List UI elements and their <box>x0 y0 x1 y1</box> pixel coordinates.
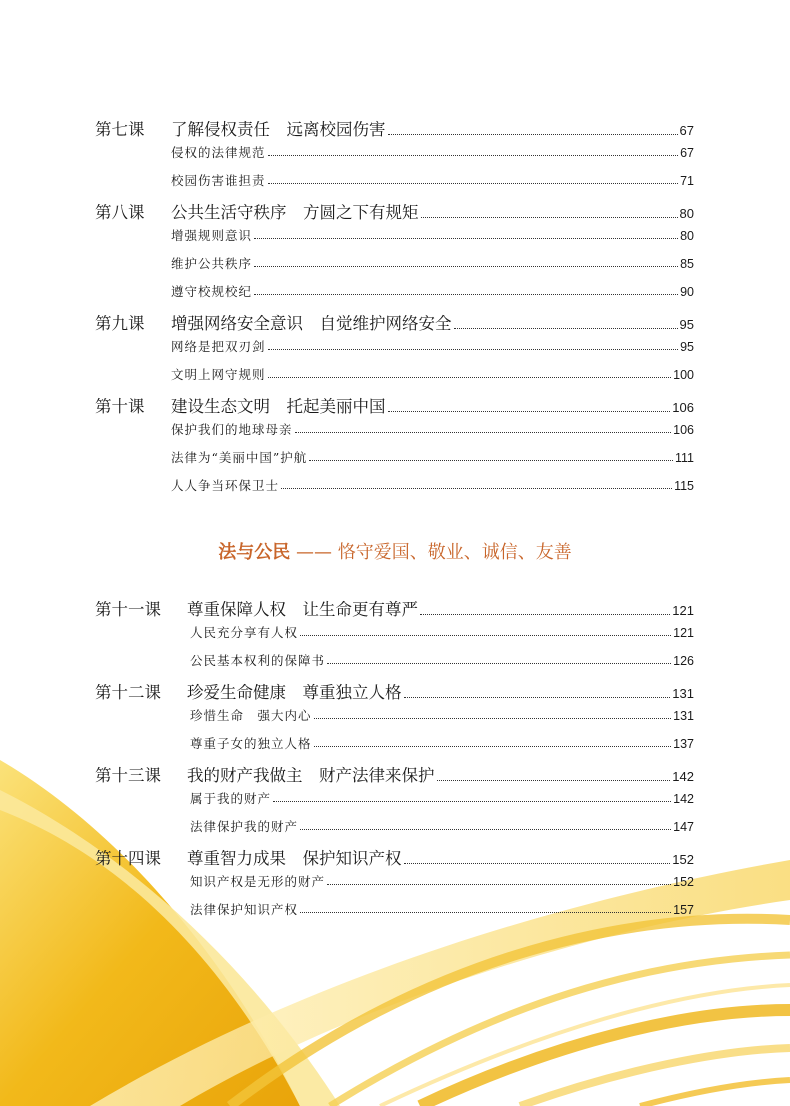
page-number: 142 <box>672 769 694 784</box>
page-number: 106 <box>673 423 694 437</box>
toc-lesson-entry[interactable] <box>95 845 694 869</box>
toc-sub-entry[interactable] <box>190 706 694 724</box>
toc-lesson-entry[interactable] <box>95 116 694 140</box>
sub-title: 保护我们的地球母亲 <box>171 422 293 437</box>
page-number: 121 <box>672 603 694 618</box>
sub-title: 人民充分享有人权 <box>190 625 299 640</box>
page-number: 95 <box>680 340 694 354</box>
leader-dots <box>454 327 678 329</box>
toc-sub-entry[interactable] <box>190 651 694 669</box>
lesson-title: 尊重保障人权 让生命更有尊严 <box>187 600 418 619</box>
toc-sub-entry[interactable] <box>190 734 694 752</box>
page-number: 152 <box>672 852 694 867</box>
toc-sub-entry[interactable] <box>171 282 694 300</box>
leader-dots <box>327 883 671 885</box>
toc-sub-entry[interactable] <box>171 171 694 189</box>
toc-lesson-entry[interactable] <box>95 679 694 703</box>
sub-title: 知识产权是无形的财产 <box>190 874 326 889</box>
sub-title: 遵守校规校纪 <box>171 284 253 299</box>
lesson-number: 第十课 <box>95 397 145 416</box>
leader-dots <box>327 662 671 664</box>
sub-title: 尊重子女的独立人格 <box>190 736 312 751</box>
section-heading <box>0 538 790 564</box>
sub-title: 维护公共秩序 <box>171 256 253 271</box>
leader-dots <box>273 800 671 802</box>
lesson-number: 第十二课 <box>95 683 161 702</box>
toc-lesson-entry[interactable] <box>95 762 694 786</box>
page-number: 157 <box>673 903 694 917</box>
leader-dots <box>309 459 673 461</box>
leader-dots <box>421 216 678 218</box>
page-number: 90 <box>680 285 694 299</box>
leader-dots <box>404 862 671 864</box>
toc-sub-entry[interactable] <box>171 143 694 161</box>
toc-sub-entry[interactable] <box>190 623 694 641</box>
sub-title: 公民基本权利的保障书 <box>190 653 326 668</box>
lesson-title: 了解侵权责任 远离校园伤害 <box>171 120 386 139</box>
leader-dots <box>281 487 672 489</box>
sub-title: 网络是把双刃剑 <box>171 339 266 354</box>
leader-dots <box>295 431 672 433</box>
leader-dots <box>268 182 679 184</box>
page-number: 131 <box>673 709 694 723</box>
leader-dots <box>268 376 672 378</box>
section-dash: —— <box>296 542 332 563</box>
lesson-number: 第七课 <box>95 120 145 139</box>
lesson-number: 第九课 <box>95 314 145 333</box>
leader-dots <box>254 265 678 267</box>
lesson-title: 公共生活守秩序 方圆之下有规矩 <box>171 203 419 222</box>
leader-dots <box>388 410 671 412</box>
page-number: 95 <box>679 317 694 332</box>
toc-lesson-entry[interactable] <box>95 310 694 334</box>
page-number: 85 <box>680 257 694 271</box>
section-title: 法与公民 <box>218 542 291 563</box>
toc-sub-entry[interactable] <box>171 448 694 466</box>
section-subtitle: 恪守爱国、敬业、诚信、友善 <box>337 542 572 563</box>
toc-sub-entry[interactable] <box>171 476 694 494</box>
page-number: 100 <box>673 368 694 382</box>
toc-sub-entry[interactable] <box>190 789 694 807</box>
toc-sub-entry[interactable] <box>190 817 694 835</box>
leader-dots <box>268 348 679 350</box>
leader-dots <box>268 154 679 156</box>
lesson-title: 珍爱生命健康 尊重独立人格 <box>187 683 402 702</box>
leader-dots <box>314 717 672 719</box>
leader-dots <box>300 911 671 913</box>
lesson-title: 尊重智力成果 保护知识产权 <box>187 849 402 868</box>
leader-dots <box>314 745 672 747</box>
page-number: 67 <box>680 146 694 160</box>
toc-sub-entry[interactable] <box>171 254 694 272</box>
page-number: 147 <box>673 820 694 834</box>
toc-sub-entry[interactable] <box>190 900 694 918</box>
sub-title: 属于我的财产 <box>190 791 272 806</box>
lesson-number: 第十一课 <box>95 600 161 619</box>
leader-dots <box>388 133 678 135</box>
page-number: 71 <box>680 174 694 188</box>
sub-title: 校园伤害谁担责 <box>171 173 266 188</box>
lesson-number: 第十四课 <box>95 849 161 868</box>
page-number: 126 <box>673 654 694 668</box>
page-number: 115 <box>674 479 694 493</box>
page-number: 131 <box>672 686 694 701</box>
page-number: 67 <box>679 123 694 138</box>
sub-title: 珍惜生命 强大内心 <box>190 708 312 723</box>
page-number: 80 <box>679 206 694 221</box>
page-number: 142 <box>673 792 694 806</box>
lesson-number: 第八课 <box>95 203 145 222</box>
sub-title: 侵权的法律规范 <box>171 145 266 160</box>
lesson-number: 第十三课 <box>95 766 161 785</box>
toc-sub-entry[interactable] <box>171 337 694 355</box>
lesson-title: 增强网络安全意识 自觉维护网络安全 <box>171 314 452 333</box>
sub-title: 人人争当环保卫士 <box>171 478 280 493</box>
leader-dots <box>254 293 678 295</box>
page-number: 152 <box>673 875 694 889</box>
leader-dots <box>300 634 671 636</box>
toc-lesson-entry[interactable] <box>95 596 694 620</box>
page-number: 106 <box>672 400 694 415</box>
toc-lesson-entry[interactable] <box>95 393 694 417</box>
sub-title: 增强规则意识 <box>171 228 253 243</box>
page-number: 121 <box>673 626 694 640</box>
sub-title: 文明上网守规则 <box>171 367 266 382</box>
sub-title: 法律为“美丽中国”护航 <box>171 450 308 465</box>
leader-dots <box>404 696 671 698</box>
toc-sub-entry[interactable] <box>171 226 694 244</box>
sub-title: 法律保护我的财产 <box>190 819 299 834</box>
page-number: 137 <box>673 737 694 751</box>
toc-sub-entry[interactable] <box>190 872 694 890</box>
page-number: 111 <box>674 451 694 465</box>
leader-dots <box>254 237 678 239</box>
toc-sub-entry[interactable] <box>171 365 694 383</box>
toc-lesson-entry[interactable] <box>95 199 694 223</box>
lesson-title: 我的财产我做主 财产法律来保护 <box>187 766 435 785</box>
toc-sub-entry[interactable] <box>171 420 694 438</box>
lesson-title: 建设生态文明 托起美丽中国 <box>171 397 386 416</box>
sub-title: 法律保护知识产权 <box>190 902 299 917</box>
leader-dots <box>437 779 671 781</box>
leader-dots <box>300 828 671 830</box>
page-number: 80 <box>680 229 694 243</box>
leader-dots <box>420 613 670 615</box>
